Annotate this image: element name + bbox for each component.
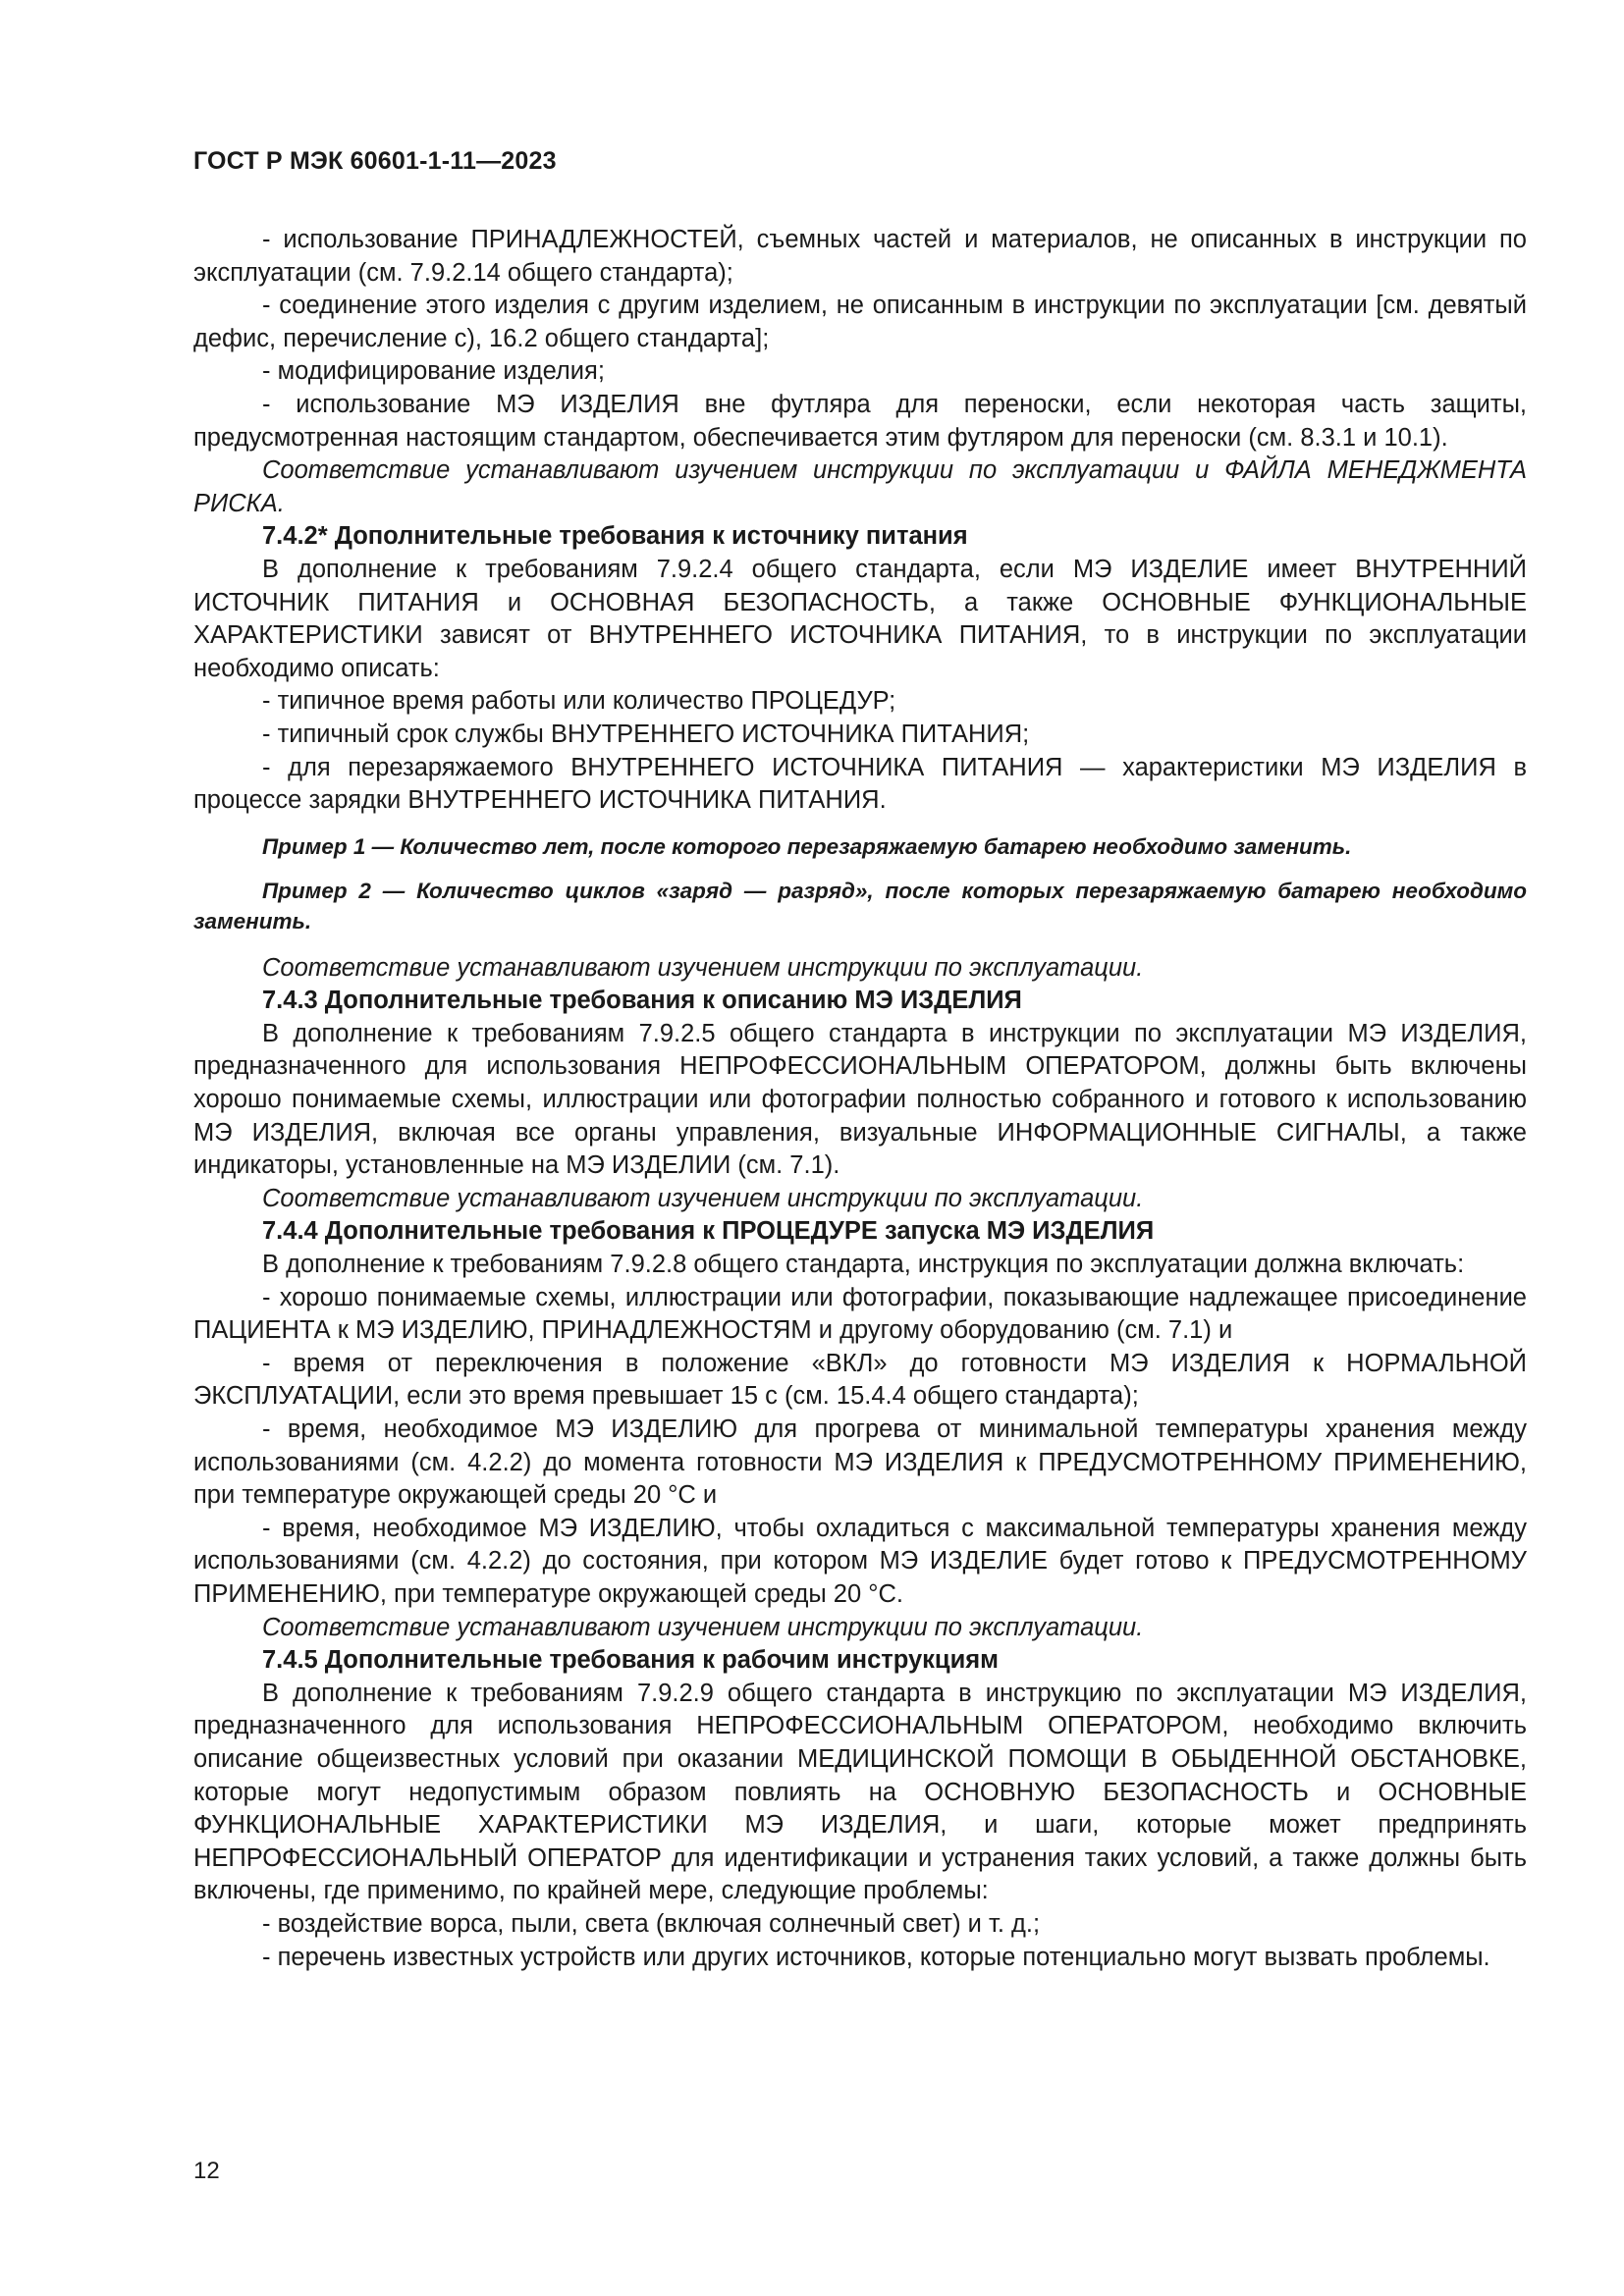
list-item: - время, необходимое МЭ ИЗДЕЛИЮ для прогрева от минимальной температуры хранения между использованиями (см. 4.2.2) до момента готовности МЭ ИЗДЕЛИЯ к ПРЕДУСМОТРЕННОМУ ПРИМЕНЕНИЮ, при температуре окружающей среды 20 °С и xyxy=(193,1415,1527,1510)
paragraph: В дополнение к требованиям 7.9.2.4 общего стандарта, если МЭ ИЗДЕЛИЕ имеет ВНУТРЕННИЙ ИСТОЧНИК ПИТАНИЯ и ОСНОВНАЯ БЕЗОПАСНОСТЬ, а также ОСНОВНЫЕ ФУНКЦИОНАЛЬНЫЕ ХАРАКТЕРИСТИКИ зависят от ВНУТРЕННЕГО ИСТОЧНИКА ПИТАНИЯ, то в инструкции по эксплуатации необходимо описать: xyxy=(193,555,1527,682)
list-item: - соединение этого изделия с другим изделием, не описанным в инструкции по эксплуатации [см. девятый дефис, перечисление с), 16.2 общего стандарта]; xyxy=(193,292,1527,352)
section-heading: 7.4.3 Дополнительные требования к описанию МЭ ИЗДЕЛИЯ xyxy=(262,987,1022,1015)
compliance-note: Соответствие устанавливают изучением инструкции по эксплуатации. xyxy=(262,953,1144,982)
paragraph: В дополнение к требованиям 7.9.2.8 общего стандарта, инструкция по эксплуатации должна включать: xyxy=(262,1251,1465,1279)
list-item: - использование ПРИНАДЛЕЖНОСТЕЙ, съемных частей и материалов, не описанных в инструкции по эксплуатации (см. 7.9.2.14 общего стандарта); xyxy=(193,226,1527,287)
document-header: ГОСТ Р МЭК 60601-1-11—2023 xyxy=(193,147,557,175)
compliance-note: Соответствие устанавливают изучением инструкции по эксплуатации. xyxy=(262,1184,1144,1212)
list-item: - перечень известных устройств или других источников, которые потенциально могут вызвать проблемы. xyxy=(262,1943,1490,1971)
section-heading: 7.4.2* Дополнительные требования к источнику питания xyxy=(262,522,968,551)
list-item: - модифицирование изделия; xyxy=(262,357,605,386)
section-heading: 7.4.5 Дополнительные требования к рабочим инструкциям xyxy=(262,1646,1000,1675)
list-item: - типичный срок службы ВНУТРЕННЕГО ИСТОЧНИКА ПИТАНИЯ; xyxy=(262,720,1030,748)
list-item: - время, необходимое МЭ ИЗДЕЛИЮ, чтобы охладиться с максимальной температуры хранения между использованиями (см. 4.2.2) до состояния, при котором МЭ ИЗДЕЛИЕ будет готово к ПРЕДУСМОТРЕННОМУ ПРИМЕНЕНИЮ, при температуре окружающей среды 20 °С. xyxy=(193,1514,1527,1608)
list-item: - использование МЭ ИЗДЕЛИЯ вне футляра для переноски, если некоторая часть защиты, предусмотренная настоящим стандартом, обеспечивается этим футляром для переноски (см. 8.3.1 и 10.1). xyxy=(193,390,1527,452)
example-note: Пример 1 — Количество лет, после которого перезаряжаемую батарею необходимо заменить. xyxy=(262,833,1352,859)
list-item: - хорошо понимаемые схемы, иллюстрации или фотографии, показывающие надлежащее присоединение ПАЦИЕНТА к МЭ ИЗДЕЛИЮ, ПРИНАДЛЕЖНОСТЯМ и другому оборудованию (см. 7.1) и xyxy=(193,1283,1527,1345)
example-note: Пример 2 — Количество циклов «заряд — разряд», после которых перезаряжаемую батарею необходимо заменить. xyxy=(193,878,1527,934)
page-number: 12 xyxy=(193,2158,220,2184)
section-heading: 7.4.4 Дополнительные требования к ПРОЦЕДУРЕ запуска МЭ ИЗДЕЛИЯ xyxy=(262,1217,1155,1246)
list-item: - для перезаряжаемого ВНУТРЕННЕГО ИСТОЧНИКА ПИТАНИЯ — характеристики МЭ ИЗДЕЛИЯ в процессе зарядки ВНУТРЕННЕГО ИСТОЧНИКА ПИТАНИЯ. xyxy=(193,753,1527,815)
paragraph: В дополнение к требованиям 7.9.2.5 общего стандарта в инструкции по эксплуатации МЭ ИЗДЕЛИЯ, предназначенного для использования НЕПРОФЕССИОНАЛЬНЫМ ОПЕРАТОРОМ, должны быть включены хорошо понимаемые схемы, иллюстрации или фотографии полностью собранного и готового к использованию МЭ ИЗДЕЛИЯ, включая все органы управления, визуальные ИНФОРМАЦИОННЫЕ СИГНАЛЫ, а также индикаторы, установленные на МЭ ИЗДЕЛИИ (см. 7.1). xyxy=(193,1019,1527,1180)
compliance-note: Соответствие устанавливают изучением инструкции по эксплуатации. xyxy=(262,1613,1144,1641)
list-item: - типичное время работы или количество ПРОЦЕДУР; xyxy=(262,687,896,716)
list-item: - воздействие ворса, пыли, света (включая солнечный свет) и т. д.; xyxy=(262,1909,1041,1938)
document-body xyxy=(193,224,1527,1974)
compliance-note: Соответствие устанавливают изучением инструкции по эксплуатации и ФАЙЛА МЕНЕДЖМЕНТА РИСКА. xyxy=(193,456,1527,517)
list-item: - время от переключения в положение «ВКЛ» до готовности МЭ ИЗДЕЛИЯ к НОРМАЛЬНОЙ ЭКСПЛУАТАЦИИ, если это время превышает 15 с (см. 15.4.4 общего стандарта); xyxy=(193,1349,1527,1411)
paragraph: В дополнение к требованиям 7.9.2.9 общего стандарта в инструкцию по эксплуатации МЭ ИЗДЕЛИЯ, предназначенного для использования НЕПРОФЕССИОНАЛЬНЫМ ОПЕРАТОРОМ, необходимо включить описание общеизвестных условий при оказании МЕДИЦИНСКОЙ ПОМОЩИ В ОБЫДЕННОЙ ОБСТАНОВКЕ, которые могут недопустимым образом повлиять на ОСНОВНУЮ БЕЗОПАСНОСТЬ и ОСНОВНЫЕ ФУНКЦИОНАЛЬНЫЕ ХАРАКТЕРИСТИКИ МЭ ИЗДЕЛИЯ, и шаги, которые может предпринять НЕПРОФЕССИОНАЛЬНЫЙ ОПЕРАТОР для идентификации и устранения таких условий, а также должны быть включены, где применимо, по крайней мере, следующие проблемы: xyxy=(193,1679,1527,1905)
